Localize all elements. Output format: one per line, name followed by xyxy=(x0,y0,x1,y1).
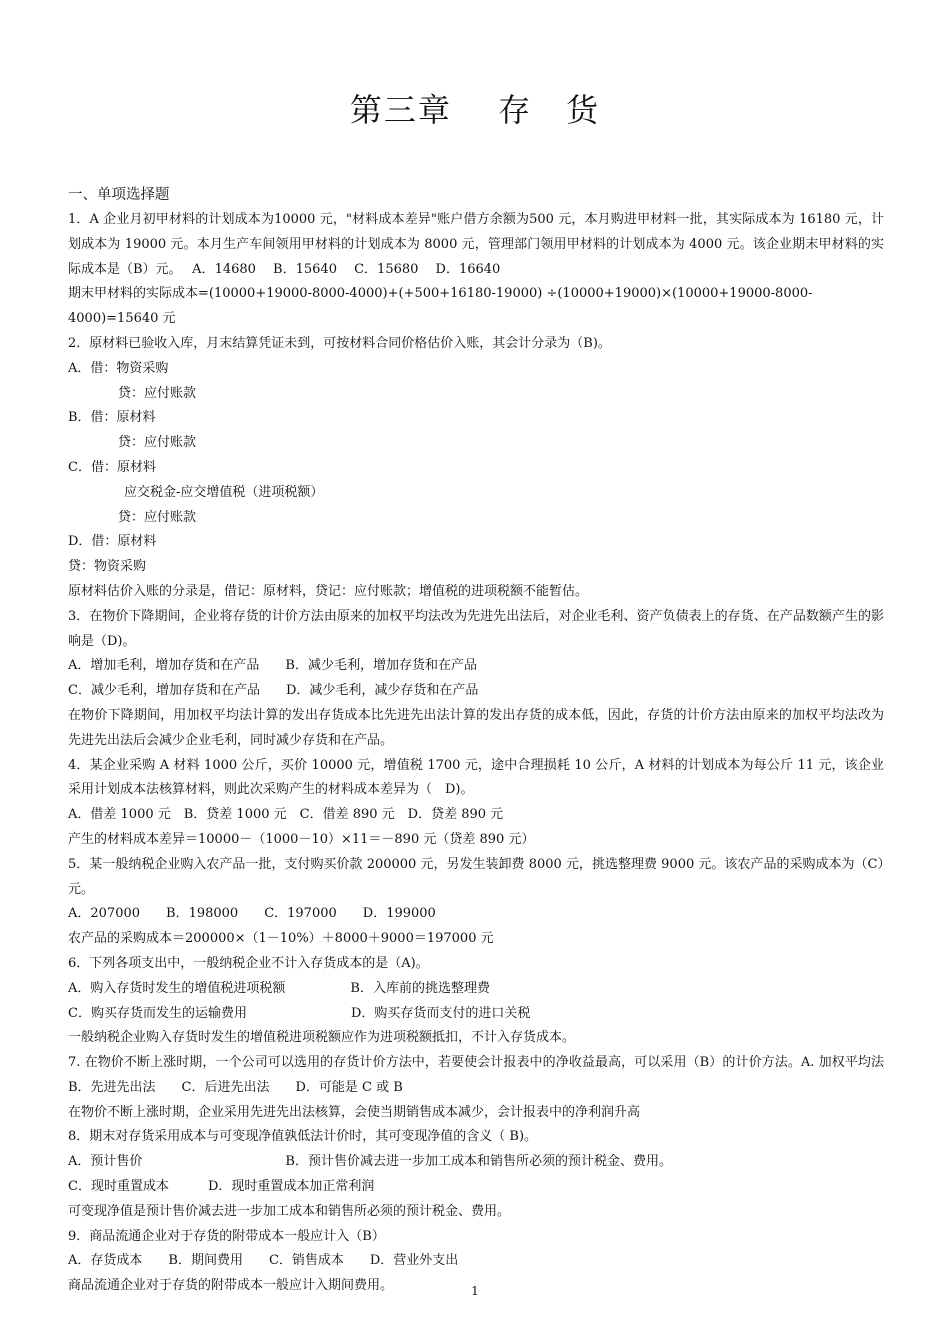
text-line: A．存货成本 B．期间费用 C．销售成本 D．营业外支出 xyxy=(68,1253,459,1269)
text-line: A．借：物资采购 xyxy=(68,360,169,376)
text-line: 期末甲材料的实际成本=(10000+19000-8000-4000)+(+500+16180-19000) ÷(10000+19000)×(10000+19000-8000-4000)=15640 元 xyxy=(68,286,813,327)
text-line: D．借：原材料 xyxy=(68,534,157,550)
text-line: 商品流通企业对于存货的附带成本一般应计入期间费用。 xyxy=(68,1278,394,1294)
text-line: 农产品的采购成本＝200000×（1－10%）＋8000＋9000＝197000 元 xyxy=(68,931,494,947)
text-line: 3．在物价下降期间，企业将存货的计价方法由原来的加权平均法改为先进先出法后，对企业毛利、资产负债表上的存货、在产品数额产生的影响是（D)。 xyxy=(68,608,884,649)
text-line: 7. 在物价不断上涨时期，一个公司可以选用的存货计价方法中，若要使会计报表中的净收益最高，可以采用（B）的计价方法。A. 加权平均法 B．先进先出法 C．后进先出法 D．可能是 C 或 B xyxy=(68,1055,911,1095)
text-line: 5．某一般纳税企业购入农产品一批，支付购买价款 200000 元，另发生装卸费 8000 元，挑选整理费 9000 元。该农产品的采购成本为（C）元。 xyxy=(68,856,884,897)
text-line: C．购买存货而发生的运输费用 D．购买存货而支付的进口关税 xyxy=(68,1005,531,1021)
text-line: 贷：物资采购 xyxy=(68,559,147,575)
text-line: 产生的材料成本差异＝10000－（1000－10）×11＝－890 元（贷差 890 元） xyxy=(68,831,535,847)
page-number: 1 xyxy=(471,1284,479,1298)
text-line: A．购入存货时发生的增值税进项税额 B．入库前的挑选整理费 xyxy=(68,980,490,996)
text-line: 2．原材料已验收入库，月末结算凭证未到，可按材料合同价格估价入账，其会计分录为（B)。 xyxy=(68,335,611,351)
text-line: 9．商品流通企业对于存货的附带成本一般应计入（B） xyxy=(68,1228,385,1244)
question-list xyxy=(68,208,911,1299)
text-line: 一般纳税企业购入存货时发生的增值税进项税额应作为进项税额抵扣，不计入存货成本。 xyxy=(68,1030,576,1046)
text-line: 8．期末对存货采用成本与可变现净值孰低法计价时，其可变现净值的含义（ B)。 xyxy=(68,1129,538,1145)
text-line: C．借：原材料 xyxy=(68,459,156,475)
text-line: 可变现净值是预计售价减去进一步加工成本和销售所必须的预计税金、费用。 xyxy=(68,1203,511,1219)
text-line: 在物价不断上涨时期，企业采用先进先出法核算，会使当期销售成本减少，会计报表中的净利润升高 xyxy=(68,1104,641,1120)
text-line: 1．A 企业月初甲材料的计划成本为10000 元，"材料成本差异"账户借方余额为500 元，本月购进甲材料一批，其实际成本为 16180 元，计划成本为 19000 元。本月生产车间领用甲材料的计划成本为 8000 元，管理部门领用甲材料的计划成本为 4000 元。该企业期末甲材料的实际成本是（B）元。 A．14680 B．15640 C．15680 D．16640 xyxy=(68,212,884,277)
document-body xyxy=(68,182,911,1299)
text-line: A．预计售价 B．预计售价减去进一步加工成本和销售所必须的预计税金、费用。 xyxy=(68,1154,672,1170)
text-line: 在物价下降期间，用加权平均法计算的发出存货成本比先进先出法计算的发出存货的成本低，因此，存货的计价方法由原来的加权平均法改为先进先出法后会减少企业毛利，同时减少存货和在产品。 xyxy=(68,707,884,748)
text-line: C．现时重置成本 D．现时重置成本加正常利润 xyxy=(68,1179,375,1195)
text-line: A．借差 1000 元 B．贷差 1000 元 C．借差 890 元 D．贷差 890 元 xyxy=(68,807,504,823)
text-line: A．增加毛利，增加存货和在产品 B．减少毛利，增加存货和在产品 xyxy=(68,658,477,674)
text-line: 贷：应付账款 xyxy=(118,435,197,451)
text-line: 贷：应付账款 xyxy=(118,509,197,525)
text-line: 4．某企业采购 A 材料 1000 公斤，买价 10000 元，增值税 1700 元，途中合理损耗 10 公斤，A 材料的计划成本为每公斤 11 元，该企业采用计划成本法核算材料，则此次采购产生的材料成本差异为（ D)。 xyxy=(68,757,884,798)
chapter-title: 第三章 存 货 xyxy=(349,91,601,129)
text-line: 6．下列各项支出中，一般纳税企业不计入存货成本的是（A)。 xyxy=(68,955,429,971)
text-line: A．207000 B．198000 C．197000 D．199000 xyxy=(68,906,436,922)
text-line: C．减少毛利，增加存货和在产品 D．减少毛利，减少存货和在产品 xyxy=(68,683,479,699)
section-heading: 一、单项选择题 xyxy=(68,187,170,203)
text-line: 原材料估价入账的分录是，借记：原材料，贷记：应付账款；增值税的进项税额不能暂估。 xyxy=(68,583,589,599)
text-line: B．借：原材料 xyxy=(68,410,156,426)
text-line: 贷：应付账款 xyxy=(118,385,197,401)
text-line: 应交税金-应交增值税（进项税额） xyxy=(124,484,324,500)
